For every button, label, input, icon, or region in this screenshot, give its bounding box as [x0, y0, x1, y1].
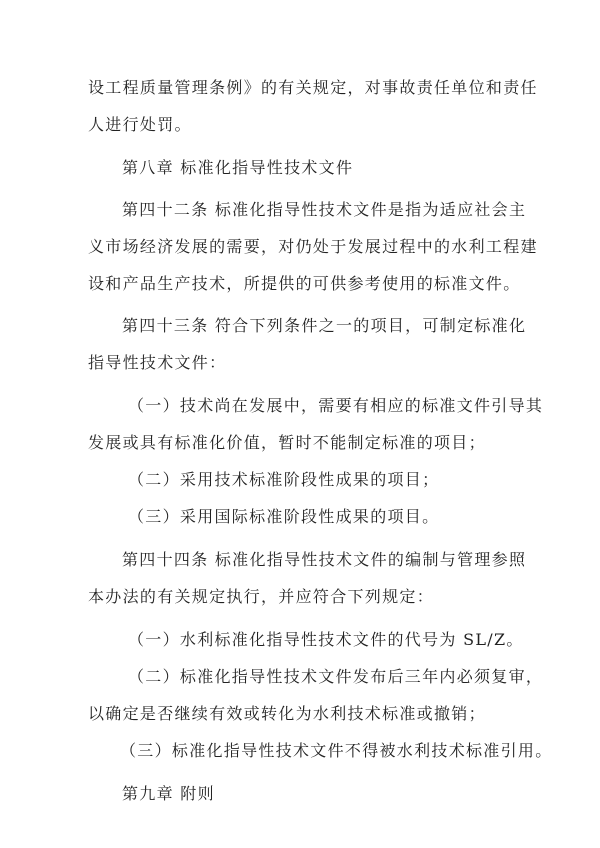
article-44-item-1: （一）水利标准化指导性技术文件的代号为 SL/Z。 [128, 630, 524, 649]
article-44-item-2: （二）标准化指导性技术文件发布后三年内必须复审， [128, 667, 544, 686]
article-42-line: 义市场经济发展的需要，对仍处于发展过程中的水利工程建 [88, 237, 538, 256]
article-44-line: 第四十四条 标准化指导性技术文件的编制与管理参照 [122, 550, 527, 569]
article-44-item-3: （三）标准化指导性技术文件不得被水利技术标准引用。 [120, 741, 553, 760]
chapter-heading-8: 第八章 标准化指导性技术文件 [122, 158, 354, 177]
article-43-line: 第四十三条 符合下列条件之一的项目，可制定标准化 [122, 316, 527, 335]
article-44-item-2-cont: 以确定是否继续有效或转化为水利技术标准或撤销； [88, 704, 486, 723]
article-42-line: 设和产品生产技术，所提供的可供参考使用的标准文件。 [88, 274, 521, 293]
paragraph-line-continuation: 人进行处罚。 [88, 115, 192, 134]
article-42-line: 第四十二条 标准化指导性技术文件是指为适应社会主 [122, 200, 527, 219]
article-43-item-1-cont: 发展或具有标准化价值，暂时不能制定标准的项目； [88, 433, 486, 452]
article-44-line: 本办法的有关规定执行，并应符合下列规定： [88, 587, 435, 606]
article-43-line: 指导性技术文件： [88, 353, 227, 372]
article-43-item-1: （一）技术尚在发展中，需要有相应的标准文件引导其 [128, 396, 544, 415]
paragraph-line-continuation: 设工程质量管理条例》的有关规定，对事故责任单位和责任 [88, 78, 538, 97]
article-43-item-2: （二）采用技术标准阶段性成果的项目； [128, 470, 440, 489]
article-43-item-3: （三）采用国际标准阶段性成果的项目。 [128, 507, 440, 526]
chapter-heading-9: 第九章 附则 [122, 784, 215, 803]
